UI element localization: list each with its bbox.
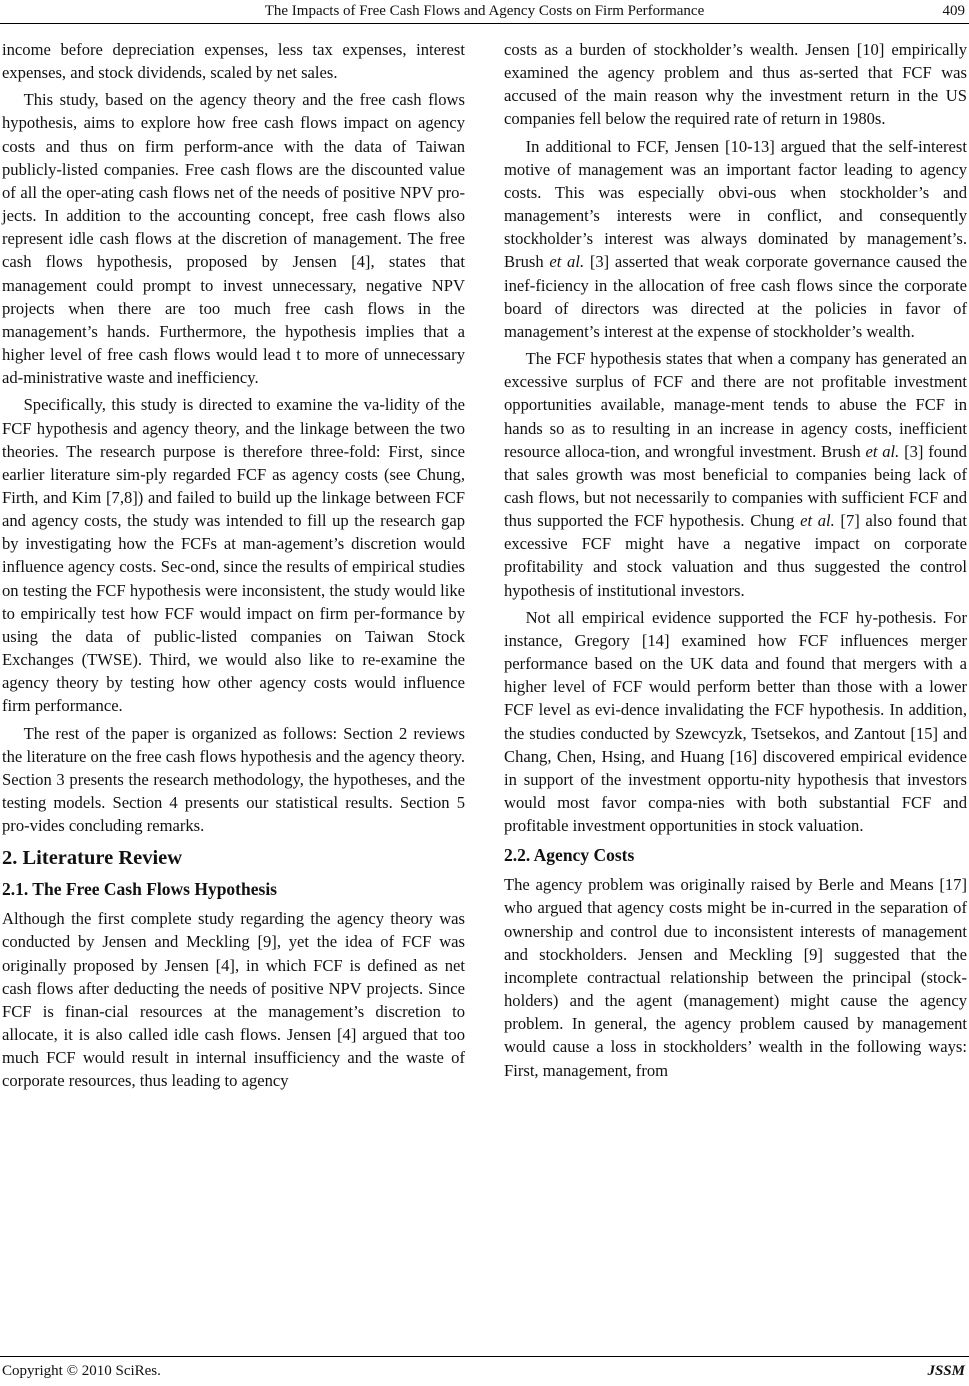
text-run: The FCF hypothesis states that when a company has generated an excessive surplus of FCF and there are not profitable investment opportunities available, manage-ment tends to abuse the FCF in hands so as to resulting in an increase in agency costs, inefficient resource alloca-tion, and wrongful investment. Brush — [504, 349, 967, 461]
page-header — [0, 0, 969, 24]
paragraph: Not all empirical evidence supported the FCF hy-pothesis. For instance, Gregory [14] examined how FCF influences merger performance based on the UK data and found that mergers with a higher level of FCF would perform better than those with a lower FCF level as evi-dence invalidating the FCF hypothesis. In addition, the studies conducted by Szewcyzk, Tsetsekos, and Zantout [15] and Chang, Chen, Hsing, and Huang [16] discovered empirical evidence in support of the investment opportu-nity hypothesis that investors would most favor compa-nies with both substantial FCF and profitable investment opportunities in stock valuation. — [504, 607, 967, 836]
paragraph: The agency problem was originally raised by Berle and Means [17] who argued that agency costs might be in-curred in the separation of ownership and control due to inconsistent interests of management and stockholders. Jensen and Meckling [9] suggested that the incomplete contractual relationship between the principal (stock-holders) and the agent (management) might cause the agency problem. In general, the agency problem caused by management would cause a loss in stockholders’ wealth in the following ways: First, management, from — [504, 875, 967, 1080]
paragraph: income before depreciation expenses, less tax expenses, interest expenses, and stock dividends, scaled by net sales. — [2, 40, 465, 83]
section-heading: 2. Literature Review — [2, 847, 183, 870]
copyright-notice: Copyright © 2010 SciRes. — [2, 1363, 161, 1379]
text-run: [3] found that sales growth was most beneficial to companies being lack of cash flows, but not necessarily to companies with sufficient FCF and thus supported the FCF hypothesis. Chung — [504, 441, 967, 531]
paragraph: This study, based on the agency theory and the free cash flows hypothesis, aims to explore how free cash flows impact on agency costs and thus on firm perform-ance with the data of Taiwan publicly-listed companies. Free cash flows are the discounted value of all the oper-ating cash flows net of the needs of positive NPV pro-jects. In addition to the accounting concept, free cash flows also represent idle cash flows at the discretion of management. The free cash flows hypothesis, proposed by Jensen [4], states that management could prompt to invest unnecessary, negative NPV projects when there are too much free cash flows in the management’s hands. Furthermore, the hypothesis implies that a higher level of free cash flows would lead t to more of unnecessary ad-ministrative waste and inefficiency. — [2, 90, 465, 388]
text-run: [3] asserted that weak corporate governance caused the inef-ficiency in the allocation of free cash flows since the corporate board of directors was directed at the policies in favor of management’s interest at the expense of stockholder’s wealth. — [504, 252, 968, 341]
text-run: [7] also found that excessive FCF might have a negative impact on corporate profitability and stock valuation and thus suggested the control hypothesis of institutional investors. — [504, 511, 967, 600]
subsection-heading: 2.2. Agency Costs — [504, 845, 635, 866]
running-title: The Impacts of Free Cash Flows and Agency Costs on Firm Performance — [264, 3, 705, 19]
etal-italic: et al. — [549, 252, 585, 272]
paragraph: Specifically, this study is directed to examine the va-lidity of the FCF hypothesis and agency theory, and the linkage between the two theories. The research purpose is therefore three-fold: First, since earlier literature sim-ply regarded FCF as agency costs (see Chung, Firth, and Kim [7,8]) and failed to build up the linkage between FCF and agency costs, the study was intended to fill up the research gap by investigating how the FCFs at man-agement’s discretion would influence agency costs. Sec-ond, since the results of empirical studies on testing the FCF hypothesis were inconsistent, the study would like to empirically test how FCF would impact on firm per-formance by using the data of public-listed companies on Taiwan Stock Exchanges (TWSE). Third, we would also like to re-examine the agency theory by testing how other agency costs would influence firm performance. — [2, 395, 465, 716]
text-run: In additional to FCF, Jensen [10-13] argued that the self-interest motive of management was an important factor leading to agency costs. This was especially obvi-ous when stockholder’s and management’s interests were in conflict, and consequently stockholder’s interest was always dominated by management’s. Brush — [504, 136, 967, 272]
left-column — [2, 38, 465, 1097]
subsection-heading: 2.1. The Free Cash Flows Hypothesis — [2, 879, 277, 900]
paragraph — [504, 135, 967, 343]
paragraph — [504, 347, 967, 602]
page-number: 409 — [942, 3, 965, 19]
page-footer — [0, 1356, 969, 1386]
paragraph: costs as a burden of stockholder’s wealth. Jensen [10] empirically examined the agency problem and thus as-serted that FCF was accused of the main reason why the investment return in the US companies fell below the required rate of return in 1980s. — [504, 40, 967, 129]
paragraph: The rest of the paper is organized as follows: Section 2 reviews the literature on the free cash flows hypothesis and the agency theory. Section 3 presents the research methodology, the hypotheses, and the testing models. Section 4 presents our statistical results. Section 5 pro-vides concluding remarks. — [2, 723, 465, 836]
right-column — [504, 38, 967, 1086]
etal-italic: et al. — [800, 511, 835, 531]
journal-abbreviation: JSSM — [927, 1363, 965, 1379]
paragraph: Although the first complete study regarding the agency theory was conducted by Jensen and Meckling [9], yet the idea of FCF was originally proposed by Jensen [4], in which FCF is defined as net cash flows after deducting the needs of positive NPV projects. Since FCF is finan-cial resources at the management’s discretion to allocate, it is also called idle cash flows. Jensen [4] argued that too much FCF would result in internal insufficiency and the waste of corporate resources, thus leading to agency — [2, 909, 465, 1091]
etal-italic: et al. — [865, 441, 900, 461]
